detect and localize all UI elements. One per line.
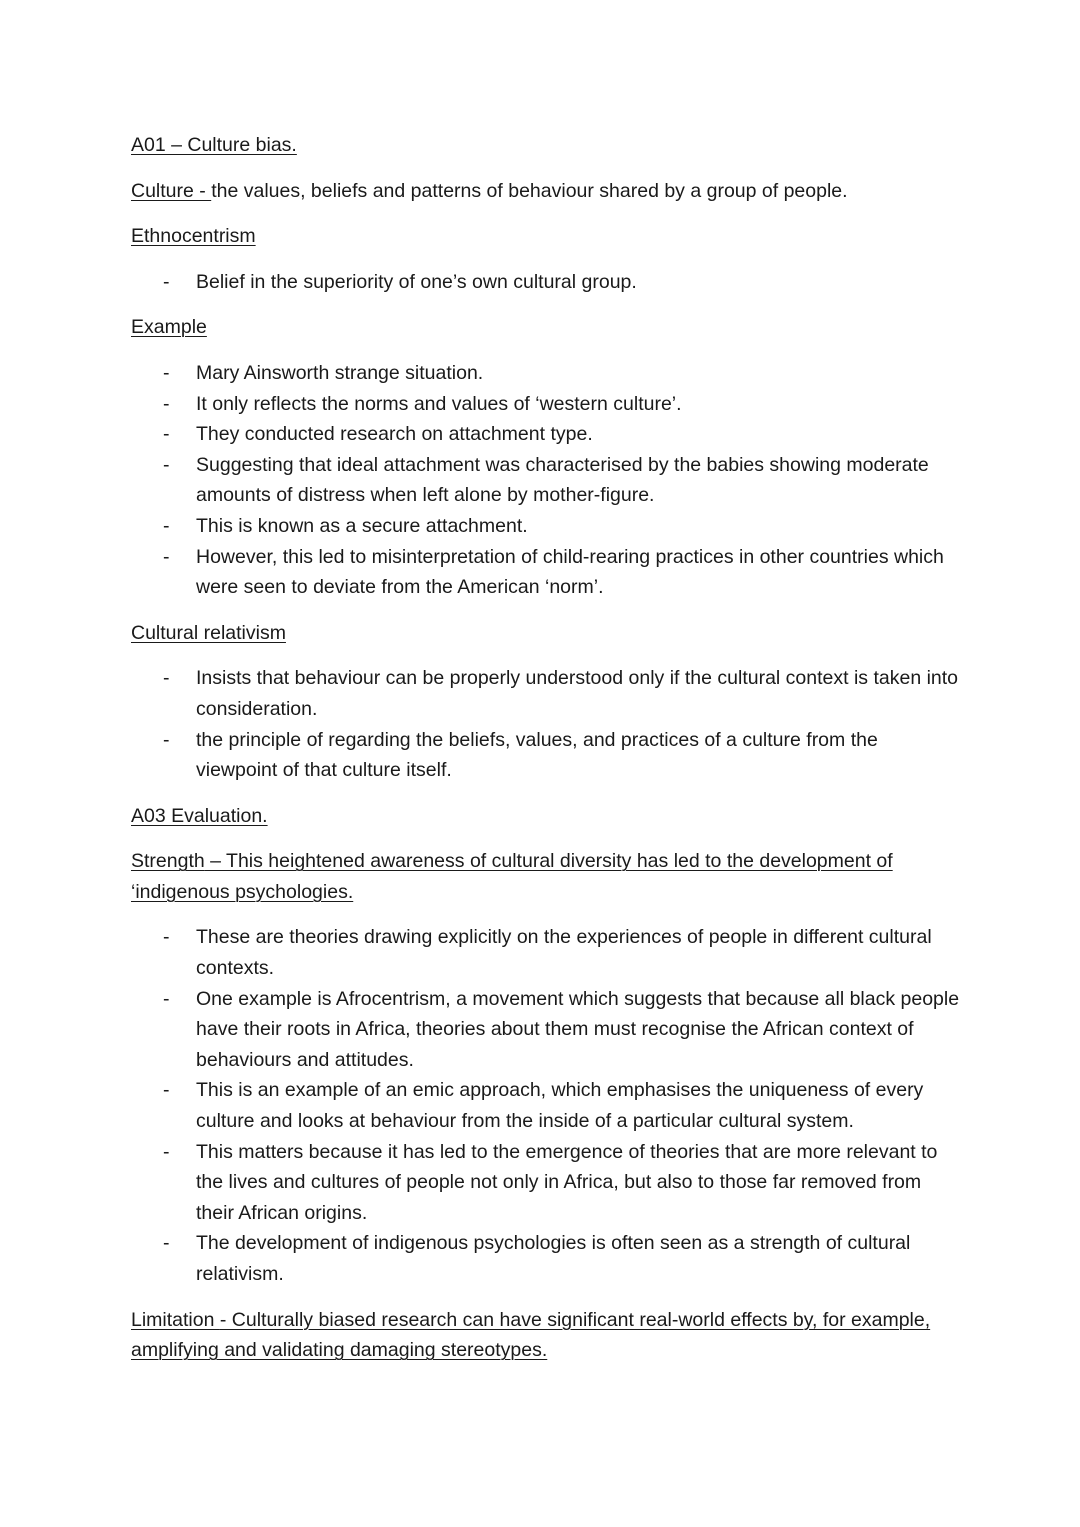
culture-definition-text: the values, beliefs and patterns of behaviour shared by a group of people. xyxy=(211,179,848,202)
example-heading: Example xyxy=(131,316,207,339)
list-item: - the principle of regarding the beliefs, values, and practices of a culture from the viewpoint of that culture itself. xyxy=(131,725,961,786)
list-item: - Insists that behaviour can be properly understood only if the cultural context is taken into consideration. xyxy=(131,663,961,724)
strength-text: – This heightened awareness of cultural diversity has led to the development of ‘indigenous psychologies. xyxy=(131,850,893,903)
strength-label: Strength xyxy=(131,850,205,873)
culture-definition xyxy=(131,176,961,207)
ethnocentrism-heading: Ethnocentrism xyxy=(131,225,256,248)
strength-paragraph xyxy=(131,846,961,907)
list-item: - One example is Afrocentrism, a movement which suggests that because all black people have their roots in Africa, theories about them must recognise the African context of behaviours and attitudes. xyxy=(131,984,961,1076)
list-item: - This matters because it has led to the emergence of theories that are more relevant to the lives and cultures of people not only in Africa, but also to those far removed from their African origins. xyxy=(131,1137,961,1229)
limitation-paragraph xyxy=(131,1305,961,1366)
strength-list xyxy=(131,922,961,1289)
list-item: - This is known as a secure attachment. xyxy=(131,511,961,542)
heading-ao1: A01 – Culture bias. xyxy=(131,134,297,156)
list-item: - This is an example of an emic approach, which emphasises the uniqueness of every culture and looks at behaviour from the inside of a particular cultural system. xyxy=(131,1075,961,1136)
cultural-relativism-list xyxy=(131,663,961,785)
list-item: - These are theories drawing explicitly on the experiences of people in different cultural contexts. xyxy=(131,922,961,983)
list-item: - The development of indigenous psychologies is often seen as a strength of cultural relativism. xyxy=(131,1228,961,1289)
cultural-relativism-heading: Cultural relativism xyxy=(131,621,286,644)
list-item: - Suggesting that ideal attachment was characterised by the babies showing moderate amounts of distress when left alone by mother-figure. xyxy=(131,450,961,511)
list-item: - Mary Ainsworth strange situation. xyxy=(131,358,961,389)
example-list xyxy=(131,358,961,603)
limitation-label: Limitation xyxy=(131,1308,220,1331)
culture-term: Culture - xyxy=(131,179,212,202)
list-item: - It only reflects the norms and values of ‘western culture’. xyxy=(131,389,961,420)
list-item: - However, this led to misinterpretation of child-rearing practices in other countries which were seen to deviate from the American ‘norm’. xyxy=(131,542,961,603)
heading-ao3: A03 Evaluation. xyxy=(131,804,268,827)
ethnocentrism-list xyxy=(131,267,961,298)
document-page xyxy=(131,130,961,1366)
list-item: - They conducted research on attachment type. xyxy=(131,419,961,450)
limitation-text: - Culturally biased research can have significant real-world effects by, for example, amplifying and validating damaging stereotypes. xyxy=(131,1308,931,1362)
list-item: - Belief in the superiority of one’s own cultural group. xyxy=(131,267,961,298)
